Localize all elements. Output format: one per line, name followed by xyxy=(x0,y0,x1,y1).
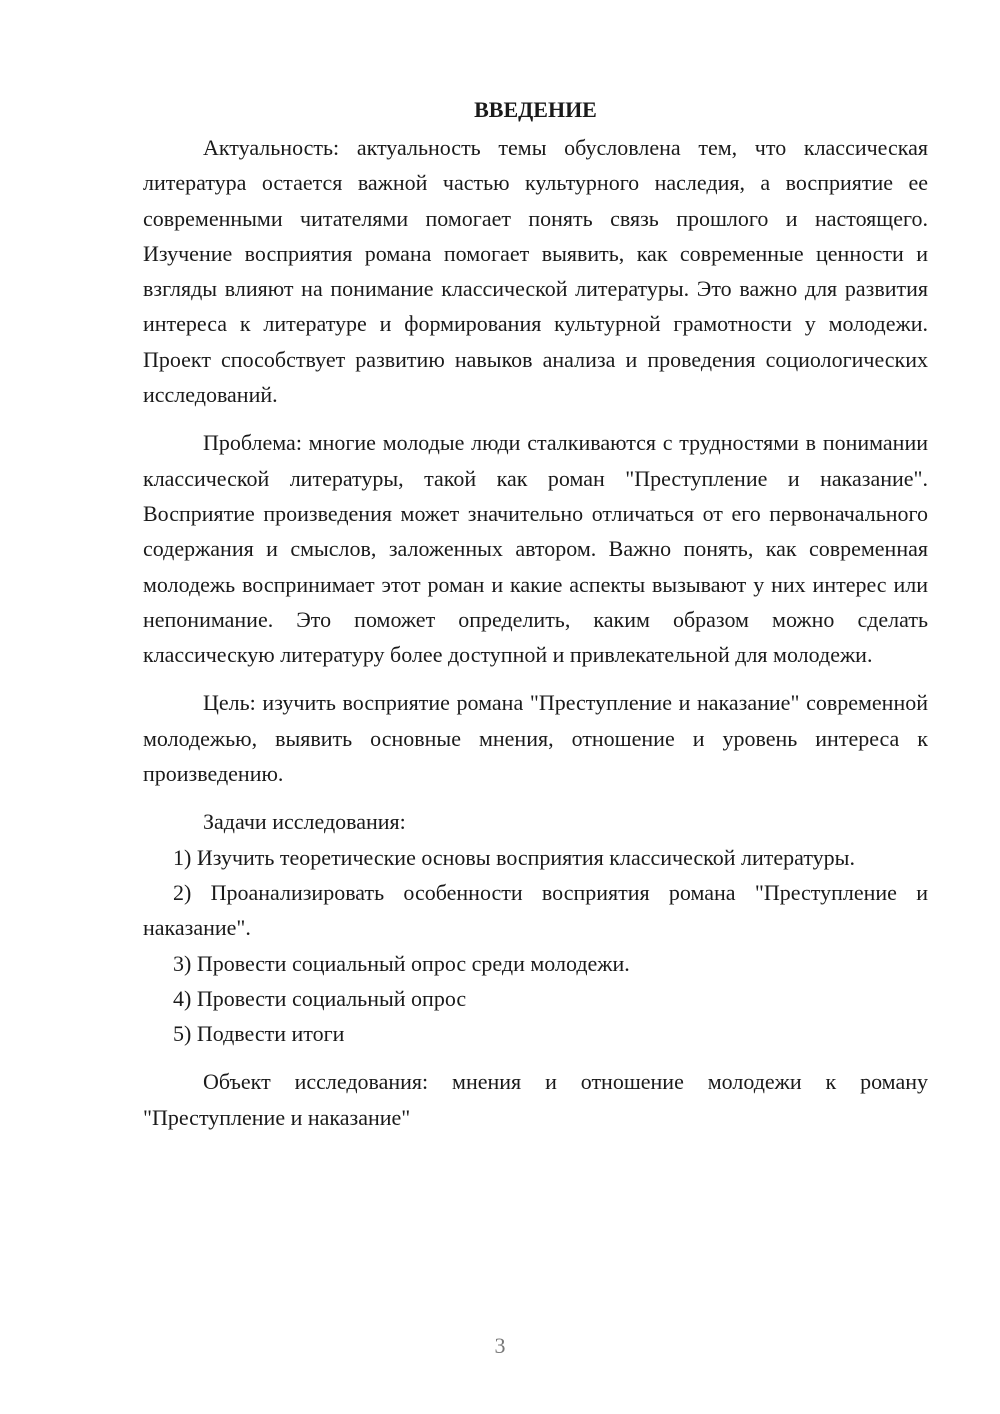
list-item: 1) Изучить теоретические основы восприятия классической литературы. xyxy=(173,844,855,870)
paragraph-goal: Цель: изучить восприятие романа "Преступление и наказание" современной молодежью, выявить основные мнения, отношение и уровень интереса к произведению. xyxy=(143,690,928,787)
list-item: 3) Провести социальный опрос среди молодежи. xyxy=(173,950,630,976)
document-title: ВВЕДЕНИЕ xyxy=(474,97,597,122)
paragraph-relevance: Актуальность: актуальность темы обусловлена тем, что классическая литература остается важной частью культурного наследия, а восприятие ее современными читателями помогает понять связь прошлого и настоящего. Изучение восприятия романа помогает выявить, как современные ценности и взгляды влияют на понимание классической литературы. Это важно для развития интереса к литературе и формирования культурной грамотности у молодежи. Проект способствует развитию навыков анализа и проведения социологических исследований. xyxy=(143,135,928,408)
list-item: 5) Подвести итоги xyxy=(173,1021,345,1047)
tasks-heading: Задачи исследования: xyxy=(203,809,406,835)
paragraph-object: Объект исследования: мнения и отношение молодежи к роману "Преступление и наказание" xyxy=(143,1069,928,1130)
page-number: 3 xyxy=(494,1333,506,1358)
document-page xyxy=(143,92,928,1135)
list-item: 4) Провести социальный опрос xyxy=(173,985,467,1011)
list-item: 2) Проанализировать особенности восприятия романа "Преступление и наказание". xyxy=(143,879,928,941)
tasks-list xyxy=(143,840,928,1052)
paragraph-problem: Проблема: многие молодые люди сталкиваются с трудностями в понимании классической литературы, такой как роман "Преступление и наказание". Восприятие произведения может значительно отличаться от его первоначального содержания и смыслов, заложенных автором. Важно понять, как современная молодежь воспринимает этот роман и какие аспекты вызывают у них интерес или непонимание. Это поможет определить, каким образом можно сделать классическую литературу более доступной и привлекательной для молодежи. xyxy=(143,430,928,668)
